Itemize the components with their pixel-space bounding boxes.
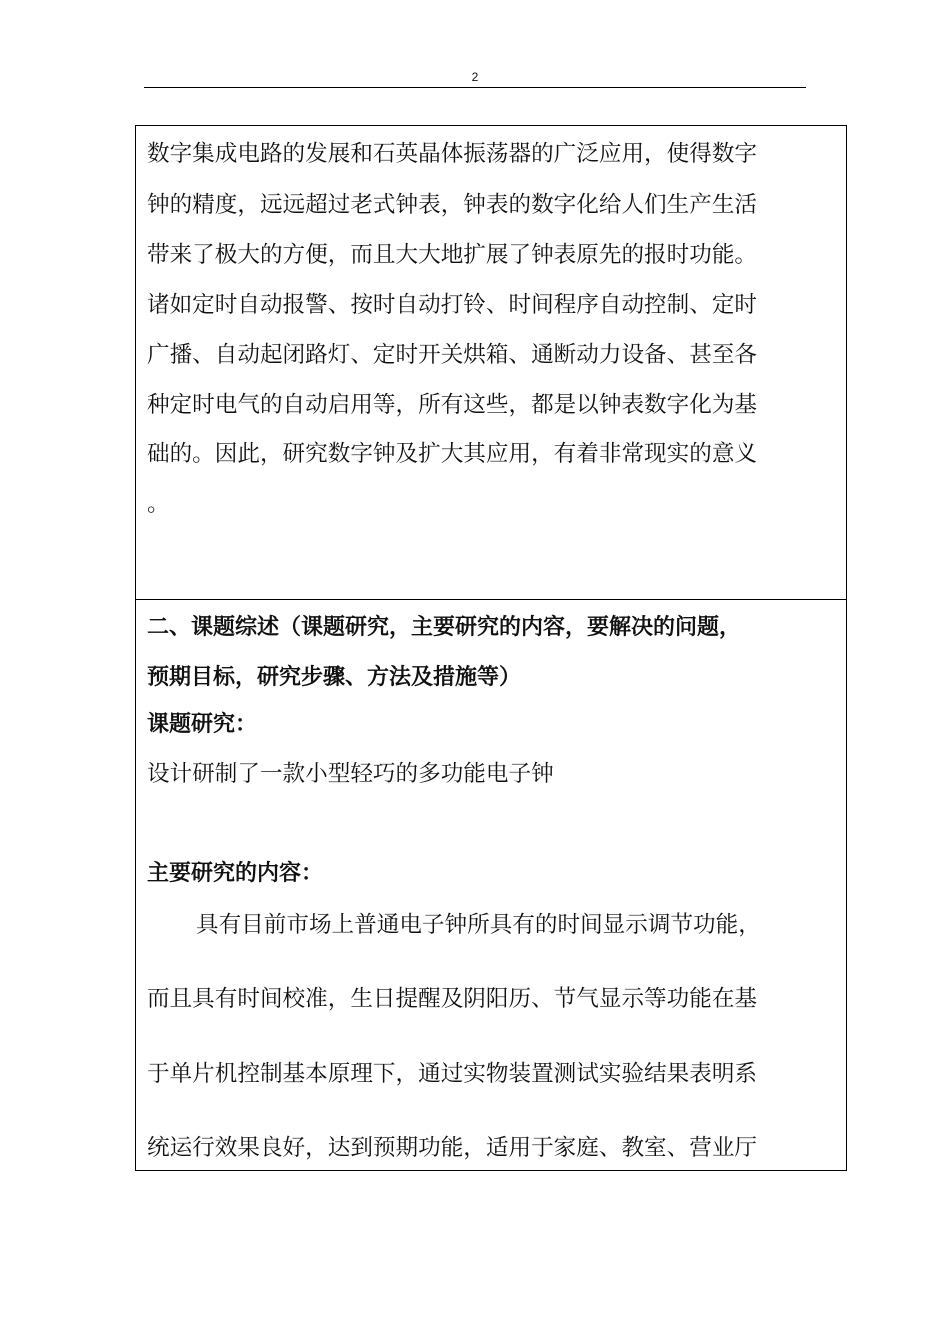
content-line-1: 具有目前市场上普通电子钟所具有的时间显示调节功能， <box>196 912 761 938</box>
background-cell <box>136 126 846 599</box>
proposal-table <box>135 125 847 1171</box>
section-heading-line-2: 预期目标，研究步骤、方法及措施等） <box>147 665 522 690</box>
background-line-3: 带来了极大的方便，而且大大地扩展了钟表原先的报时功能。 <box>147 242 758 268</box>
header-rule <box>144 87 806 88</box>
content-line-2: 而且具有时间校准，生日提醒及阴阳历、节气显示等功能在基 <box>147 986 758 1012</box>
background-line-8: 。 <box>147 491 170 517</box>
research-text: 设计研制了一款小型轻巧的多功能电子钟 <box>147 761 554 787</box>
background-line-4: 诸如定时自动报警、按时自动打铃、时间程序自动控制、定时 <box>147 292 758 318</box>
content-line-4: 统运行效果良好，达到预期功能，适用于家庭、教室、营业厅 <box>147 1135 758 1161</box>
overview-cell <box>136 600 846 1170</box>
background-line-2: 钟的精度，远远超过老式钟表，钟表的数字化给人们生产生活 <box>147 192 758 218</box>
background-line-7: 础的。因此，研究数字钟及扩大其应用，有着非常现实的意义 <box>147 441 758 467</box>
background-line-5: 广播、自动起闭路灯、定时开关烘箱、通断动力设备、甚至各 <box>147 342 758 368</box>
section-heading-line-1: 二、课题综述（课题研究，主要研究的内容，要解决的问题， <box>147 615 742 640</box>
background-line-1: 数字集成电路的发展和石英晶体振荡器的广泛应用，使得数字 <box>147 141 758 167</box>
content-line-3: 于单片机控制基本原理下，通过实物装置测试实验结果表明系 <box>147 1061 758 1087</box>
content-label: 主要研究的内容： <box>147 861 324 886</box>
page-number: 2 <box>471 70 479 84</box>
background-line-6: 种定时电气的自动启用等，所有这些，都是以钟表数字化为基 <box>147 392 758 418</box>
research-label: 课题研究： <box>147 712 258 737</box>
